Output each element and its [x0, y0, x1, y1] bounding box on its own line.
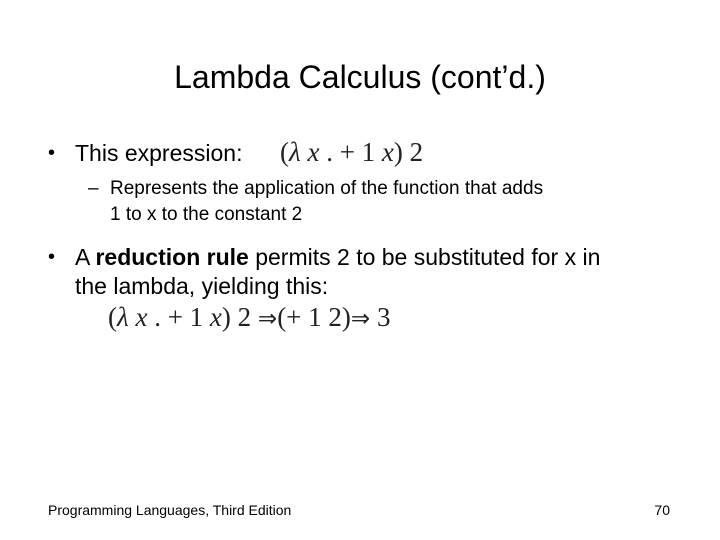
lambda-symbol: λ	[289, 137, 301, 167]
expr-lparen: (	[108, 302, 117, 332]
bullet-2-bold-term: reduction rule	[95, 244, 249, 270]
bullet-marker: •	[48, 142, 56, 164]
lambda-expression-2	[108, 302, 390, 334]
slide-title: Lambda Calculus (cont’d.)	[174, 59, 546, 95]
sub-bullet-line-1: Represents the application of the function that adds	[110, 178, 544, 199]
bullet-2-line-2: the lambda, yielding this:	[75, 273, 329, 299]
sub-bullet-line-2: 1 to x to the constant 2	[110, 204, 303, 225]
expr-rparen: )	[393, 137, 403, 167]
expr-lparen: (	[280, 137, 289, 167]
expr-op: +	[167, 302, 183, 332]
expr-var: x	[135, 302, 148, 332]
bullet-2-line-1	[75, 242, 600, 272]
bullet-1-text: This expression:	[75, 140, 243, 166]
implies-arrow-icon: ⇒	[350, 306, 371, 332]
expr-arg: 2	[409, 137, 424, 167]
footer-book-title: Programming Languages, Third Edition	[48, 502, 292, 518]
expr-one: 1	[189, 302, 204, 332]
expr-arg: 2	[237, 302, 252, 332]
expr-var: x	[307, 137, 320, 167]
expr-reduced: (+ 1 2)	[277, 302, 351, 332]
bullet-2-suffix: permits 2 to be substituted for x in	[255, 244, 601, 270]
expr-dot: .	[326, 137, 333, 167]
lambda-symbol: λ	[117, 302, 129, 332]
footer-page-number: 70	[654, 502, 670, 518]
expr-rparen: )	[221, 302, 231, 332]
implies-arrow-icon: ⇒	[257, 306, 278, 332]
expr-var2: x	[209, 302, 222, 332]
bullet-marker: •	[48, 246, 56, 268]
expr-one: 1	[361, 137, 376, 167]
expr-result: 3	[376, 302, 391, 332]
lambda-expression-1	[280, 137, 423, 167]
expr-dot: .	[154, 302, 161, 332]
sub-bullet-marker: –	[88, 178, 99, 199]
bullet-2-prefix: A	[75, 244, 90, 270]
expr-var2: x	[381, 137, 394, 167]
expr-op: +	[339, 137, 355, 167]
